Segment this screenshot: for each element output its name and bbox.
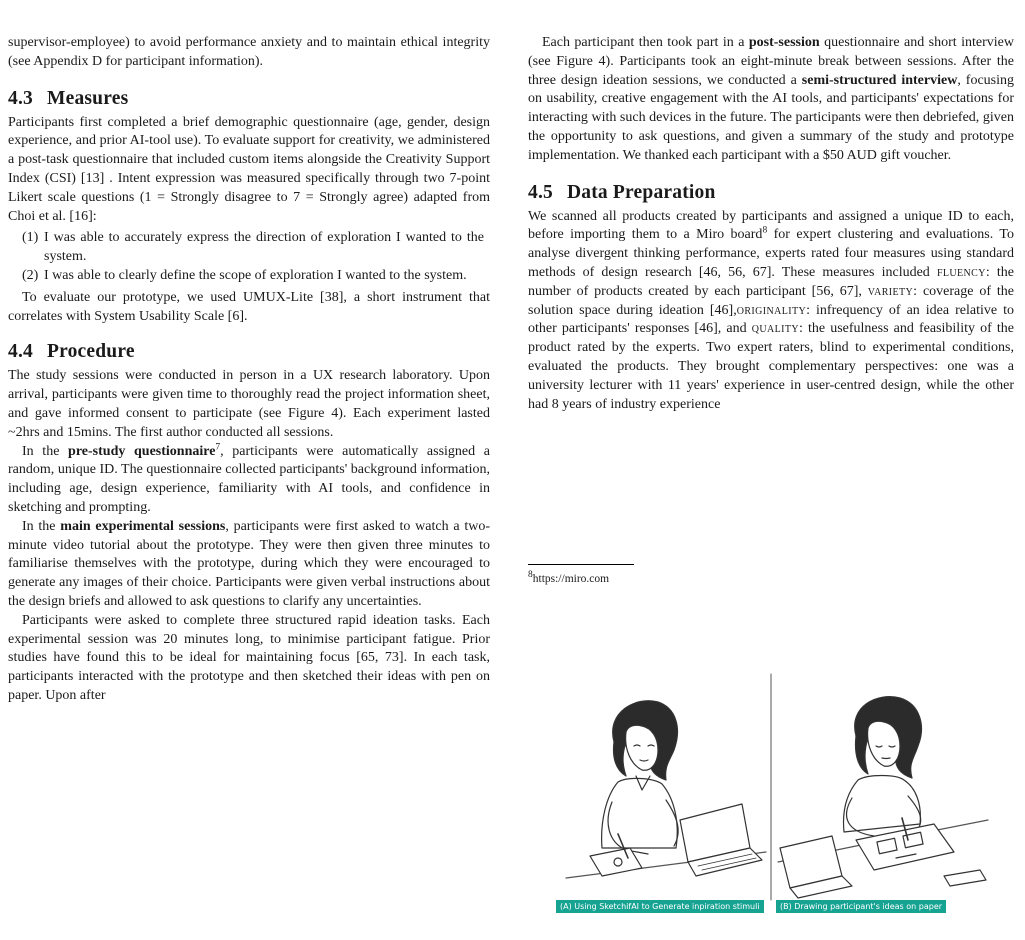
section-heading-procedure <box>8 340 490 364</box>
list-item <box>8 267 490 286</box>
section-number: 4.5 <box>528 181 553 203</box>
footnote-rule <box>528 564 634 565</box>
person-with-tablet-illustration <box>566 701 766 878</box>
figure-drawing <box>556 672 992 918</box>
procedure-paragraph: The study sessions were conducted in person in a UX research laboratory. Upon arrival, participants were given time to thoroughly read the project information sheet, and gave informed consent to participate (see Figure 4). Each experiment lasted ~2hrs and 15mins. The first author conducted all sessions. <box>8 368 490 440</box>
likert-item-list <box>8 229 490 285</box>
section-number: 4.3 <box>8 87 33 109</box>
text-span: We scanned all products created by participants and assigned a unique ID to each, before importing them to a Miro board <box>528 208 1014 243</box>
item-number: (2) <box>22 267 39 283</box>
text-span: : coverage of the solution space during ideation [46], <box>528 283 1014 318</box>
item-number: (1) <box>22 230 39 246</box>
text-span: Each participant then took part in a <box>542 35 749 50</box>
text-span: In the <box>22 443 69 459</box>
post-session-paragraph <box>528 34 1014 166</box>
section-number: 4.4 <box>8 341 33 363</box>
section-title: Procedure <box>46 341 135 363</box>
text-span: In the <box>22 518 61 534</box>
item-text: I was able to accurately express the direction of exploration I wanted to the system. <box>44 230 484 265</box>
bold-term: semi-structured interview <box>801 72 958 88</box>
list-item <box>8 229 490 267</box>
text-span: questionnaire and short interview (see Figure 4). Participants took an eight-minute break between sessions. After the three design ideation sessions, we conducted a <box>528 35 1014 88</box>
footnote-marker: 8 <box>762 225 768 236</box>
measures-paragraph: Participants first completed a brief demographic questionnaire (age, gender, design experience, and prior AI-tool use). To evaluate support for creativity, we administered a post-task questionnaire that included custom items alongside the Creativity Support Index (CSI) [13] . Intent expression was measured specifically through two 7-point Likert scale questions (1 = Strongly disagree to 7 = Strongly agree) adapted from Choi et al. [16]: <box>8 114 490 224</box>
footnote <box>528 572 609 586</box>
right-column <box>528 0 1014 414</box>
tasks-paragraph: Participants were asked to complete three structured rapid ideation tasks. Each experimental session was 20 minutes long, to minimise participant fatigue. Prior studies have found this to be ideal for maintaining focus [65, 73]. In each task, participants interacted with the prototype and then sketched their ideas with pen on paper. Upon after <box>8 612 490 703</box>
footnote-marker: 8 <box>528 570 533 581</box>
umux-paragraph: To evaluate our prototype, we used UMUX-Lite [38], a short instrument that correlates with System Usability Scale [6]. <box>8 289 490 324</box>
bold-term: pre-study questionnaire <box>68 443 216 459</box>
footnote-url: https://miro.com <box>532 573 610 585</box>
text-span: : the number of products created by each participant [56, 67], <box>528 264 1014 299</box>
section-title: Data Preparation <box>566 181 716 203</box>
text-span: , participants were first asked to watch a two-minute video tutorial about the prototype. They were then given three minutes to familiarise themselves with the prototype, during which they were encouraged to generate any images of their choice. Participants were given verbal instructions about the design briefs and allowed to ask questions to clarify any uncertainties. <box>8 518 490 609</box>
data-preparation-paragraph <box>528 208 1014 415</box>
item-text: I was able to clearly define the scope of exploration I wanted to the system. <box>44 267 467 283</box>
intro-paragraph: supervisor-employee) to avoid performance anxiety and to maintain ethical integrity (see Appendix D for participant information). <box>8 35 490 69</box>
caption-b: (B) Drawing participant's ideas on paper <box>776 900 946 913</box>
measure-term: originality <box>736 302 807 318</box>
figure-illustration <box>556 672 992 918</box>
main-sessions-paragraph <box>8 518 490 612</box>
section-heading-measures <box>8 87 490 111</box>
caption-a: (A) Using SketchifAI to Generate inpiration stimuli <box>556 900 764 913</box>
measure-term: variety <box>867 283 914 299</box>
text-span: : infrequency of an idea relative to other participants' responses [46], and <box>528 302 1014 337</box>
footnote-marker: 7 <box>215 441 221 452</box>
bold-term: post-session <box>748 35 820 50</box>
measure-term: fluency <box>936 264 986 280</box>
bold-term: main experimental sessions <box>60 518 226 534</box>
measure-term: quality <box>751 321 799 337</box>
left-column <box>8 0 490 706</box>
person-drawing-on-paper-illustration <box>778 697 988 898</box>
text-span: , focusing on usability, creative engagement with the AI tools, and participants' expectations for interacting with such devices in the future. The participants were then debriefed, given the opportunity to ask questions, and given a summary of the study and prototype implementation. We thanked each participant with a $50 AUD gift voucher. <box>528 72 1014 163</box>
text-span: , participants were automatically assigned a random, unique ID. The questionnaire collected participants' background information, including age, design experience, familiarity with AI tools, and confidence in sketching and prompting. <box>8 443 490 515</box>
text-span: for expert clustering and evaluations. To analyse divergent thinking performance, experts rated four measures using standard methods of design research [46, 56, 67]. These measures included <box>528 227 1014 280</box>
section-title: Measures <box>46 87 129 109</box>
section-heading-data-preparation <box>528 181 1014 205</box>
prestudy-paragraph <box>8 443 490 518</box>
text-span: : the usefulness and feasibility of the product rated by the experts. Two expert raters, blind to experimental conditions, evaluated the products. They brought complementary perspectives: one was a university lecturer with 11 years' experience in user-centred design, while the other had 8 years of industry experience <box>528 321 1014 412</box>
